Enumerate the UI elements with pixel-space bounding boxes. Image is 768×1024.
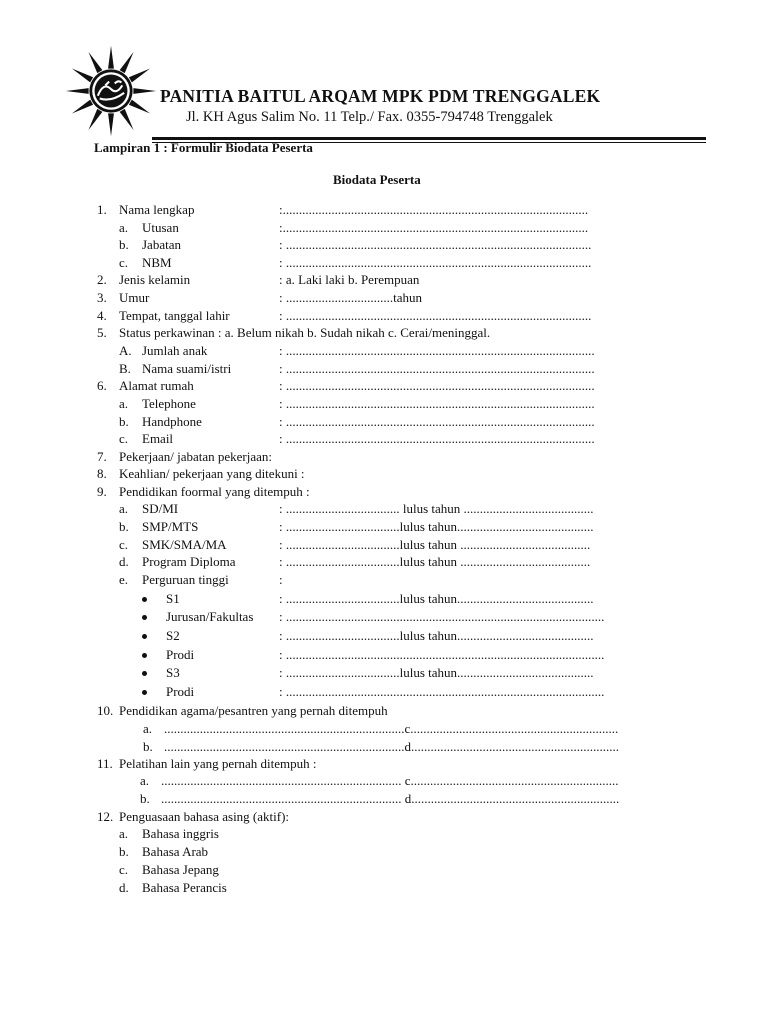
field-label: .......................................................................... d................................................................ (161, 791, 620, 806)
row-marker: b. (143, 739, 153, 754)
field-label: Status perkawinan : a. Belum nikah b. Sudah nikah c. Cerai/meninggal. (119, 325, 491, 340)
field-value: : ...................................lulus tahun.......................................... (279, 665, 594, 680)
row-marker: e. (119, 572, 129, 587)
bullet-icon (142, 690, 147, 695)
field-label: Alamat rumah (119, 378, 194, 393)
field-value: : ...................................lulus tahun ........................................ (279, 537, 591, 552)
row-marker: 11. (97, 756, 113, 771)
field-label: Bahasa Jepang (142, 862, 219, 877)
field-value: : a. Laki laki b. Perempuan (279, 272, 420, 287)
logo-ray (129, 68, 150, 82)
row-marker: 2. (97, 272, 107, 287)
field-label: S1 (166, 591, 180, 606)
logo-ray (108, 113, 114, 136)
muhammadiyah-logo-icon (64, 44, 158, 138)
row-marker: 4. (97, 308, 107, 323)
field-label: Bahasa inggris (142, 826, 219, 841)
row-marker: a. (119, 501, 129, 516)
row-marker: b. (140, 791, 150, 806)
field-label: Jumlah anak (142, 343, 208, 358)
row-marker: b. (119, 414, 129, 429)
form-title: Biodata Peserta (333, 172, 421, 187)
field-label: Pekerjaan/ jabatan pekerjaan: (119, 449, 273, 464)
row-marker: 5. (97, 325, 107, 340)
field-label: Pelatihan lain yang pernah ditempuh : (119, 756, 317, 771)
field-value: : (279, 572, 283, 587)
row-marker: d. (119, 554, 129, 569)
field-value: : ............................................................................................... (279, 431, 595, 446)
logo-ray (72, 100, 93, 114)
row-marker: c. (119, 537, 129, 552)
bullet-icon (142, 615, 147, 620)
org-title: PANITIA BAITUL ARQAM MPK PDM TRENGGALEK (160, 86, 601, 106)
field-label: Email (142, 431, 174, 446)
field-value: : ...................................lulus tahun.......................................... (279, 519, 594, 534)
row-marker: c. (119, 431, 129, 446)
row-marker: 1. (97, 202, 107, 217)
field-value: :.............................................................................................. (279, 220, 589, 235)
field-value: : .............................................................................................. (279, 255, 592, 270)
row-marker: B. (119, 361, 131, 376)
logo-ray (88, 52, 102, 73)
field-label: Utusan (142, 220, 179, 235)
field-value: : .................................................................................................. (279, 684, 605, 699)
field-label: Nama suami/istri (142, 361, 232, 376)
row-marker: 6. (97, 378, 107, 393)
row-marker: 12. (97, 809, 114, 824)
field-value: : .............................................................................................. (279, 237, 592, 252)
attachment-title: Lampiran 1 : Formulir Biodata Peserta (94, 140, 313, 155)
field-label: Telephone (142, 396, 196, 411)
field-label: SD/MI (142, 501, 179, 516)
field-value: : ............................................................................................... (279, 414, 595, 429)
field-value: : ...................................lulus tahun ........................................ (279, 554, 591, 569)
field-value: : .................................tahun (279, 290, 422, 305)
field-label: S3 (166, 665, 180, 680)
logo-ray (129, 100, 150, 114)
field-label: ..........................................................................d................................................................ (164, 739, 619, 754)
field-label: Bahasa Perancis (142, 880, 227, 895)
field-label: Prodi (166, 647, 195, 662)
row-marker: a. (119, 220, 129, 235)
field-label: Pendidikan foormal yang ditempuh : (119, 484, 310, 499)
field-value: : .................................................................................................. (279, 647, 605, 662)
field-value: : ............................................................................................... (279, 378, 595, 393)
logo-ray (120, 109, 134, 130)
row-marker: d. (119, 880, 129, 895)
field-label: S2 (166, 628, 180, 643)
field-label: NBM (142, 255, 172, 270)
bullet-icon (142, 597, 147, 602)
field-label: Keahlian/ pekerjaan yang ditekuni : (119, 466, 305, 481)
field-label: ..........................................................................c................................................................ (164, 721, 619, 736)
field-label: Jurusan/Fakultas (166, 609, 254, 624)
field-value: : ............................................................................................... (279, 343, 595, 358)
field-label: Bahasa Arab (142, 844, 209, 859)
field-value: :.............................................................................................. (279, 202, 589, 217)
row-marker: 7. (97, 449, 107, 464)
row-marker: b. (119, 519, 129, 534)
row-marker: a. (143, 721, 153, 736)
row-marker: 9. (97, 484, 107, 499)
field-label: Nama lengkap (119, 202, 195, 217)
logo-ray (72, 68, 93, 82)
bullet-icon (142, 634, 147, 639)
logo-ray (120, 52, 134, 73)
row-marker: b. (119, 237, 129, 252)
field-label: .......................................................................... c................................................................ (161, 773, 619, 788)
field-value: : .............................................................................................. (279, 308, 592, 323)
field-label: Jabatan (142, 237, 181, 252)
row-marker: A. (119, 343, 132, 358)
bullet-icon (142, 671, 147, 676)
logo-ray (133, 88, 156, 94)
field-label: SMP/MTS (142, 519, 199, 534)
logo-ray (88, 109, 102, 130)
row-marker: a. (119, 396, 129, 411)
field-label: Umur (119, 290, 150, 305)
field-value: : ............................................................................................... (279, 396, 595, 411)
field-label: Penguasaan bahasa asing (aktif): (119, 809, 290, 824)
field-value: : ...................................lulus tahun.......................................... (279, 628, 594, 643)
field-value: : .................................................................................................. (279, 609, 605, 624)
field-label: Pendidikan agama/pesantren yang pernah ditempuh (119, 703, 388, 718)
field-label: Jenis kelamin (119, 272, 191, 287)
field-label: Tempat, tanggal lahir (119, 308, 230, 323)
row-marker: a. (119, 826, 129, 841)
row-marker: b. (119, 844, 129, 859)
field-value: : ............................................................................................... (279, 361, 595, 376)
field-label: SMK/SMA/MA (142, 537, 227, 552)
row-marker: c. (119, 862, 129, 877)
field-value: : ................................... lulus tahun ........................................ (279, 501, 594, 516)
row-marker: 10. (97, 703, 114, 718)
row-marker: 3. (97, 290, 107, 305)
row-marker: a. (140, 773, 150, 788)
logo-ray (66, 88, 89, 94)
field-label: Prodi (166, 684, 195, 699)
field-label: Perguruan tinggi (142, 572, 229, 587)
org-address: Jl. KH Agus Salim No. 11 Telp./ Fax. 0355-794748 Trenggalek (186, 109, 553, 125)
field-label: Program Diploma (142, 554, 236, 569)
row-marker: c. (119, 255, 129, 270)
bullet-icon (142, 653, 147, 658)
field-label: Handphone (142, 414, 202, 429)
row-marker: 8. (97, 466, 107, 481)
logo-ray (108, 46, 114, 69)
field-value: : ...................................lulus tahun.......................................... (279, 591, 594, 606)
